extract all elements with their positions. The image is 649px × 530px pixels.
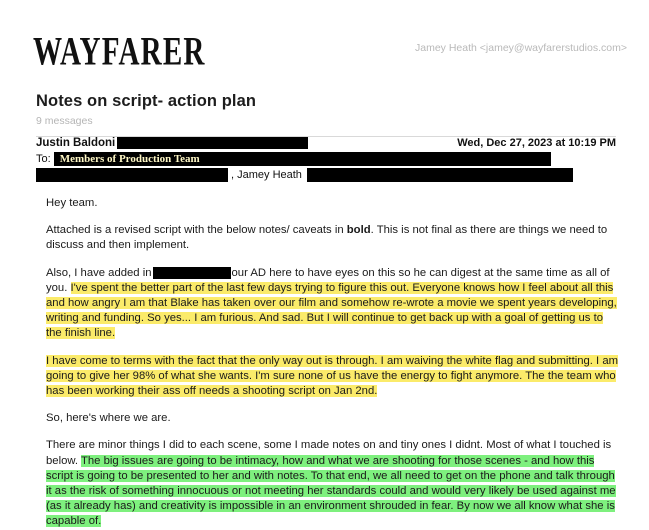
redaction-bar-recipients-2b	[307, 168, 573, 182]
body-paragraph-4: So, here's where we are.	[46, 412, 171, 425]
sender-name: Justin Baldoni	[36, 137, 116, 149]
message-metadata	[0, 137, 649, 182]
body-p2-text-b: our AD here to have eyes on this so he can digest at the same time as all of you.	[46, 266, 610, 294]
to-label: To:	[36, 153, 51, 165]
body-greeting: Hey team.	[46, 197, 98, 209]
body-paragraph-5	[46, 438, 619, 529]
recipient-plain-label: , Jamey Heath	[231, 169, 302, 181]
message-body	[0, 182, 649, 530]
redaction-bar-sender-email	[117, 137, 308, 149]
body-p2-highlight: I've spent the better part of the last few days trying to figure this out. Everyone knows how I feel about all this and how angry I am that Blake has taken over our film and somehow re-wrote a movie we spent years developing, writing and funding. So yes... I am furious. And sad. But I will continue to get back up with a goal of getting us to the finish line.	[46, 281, 617, 340]
redaction-bar-recipients-2a	[36, 168, 228, 182]
thread-message-count: 9 messages	[36, 115, 93, 127]
sender-block	[36, 137, 308, 149]
recipients-row	[36, 152, 616, 166]
redaction-bar-inline-name	[153, 267, 231, 279]
account-email-label: Jamey Heath <jamey@wayfarerstudios.com>	[415, 42, 627, 54]
body-paragraph-2	[46, 266, 619, 342]
thread-subject: Notes on script- action plan	[36, 92, 257, 110]
message-date: Wed, Dec 27, 2023 at 10:19 PM	[457, 137, 616, 149]
body-p1-bold: bold	[346, 224, 371, 237]
body-p5-text-a: There are minor things I did to each scene, some I made notes on and tiny ones I didnt. Most of what I touched is below.	[46, 439, 612, 467]
body-p1-text-a: Attached is a revised script with the below notes/ caveats in	[46, 224, 347, 237]
body-p5-highlight-green: The big issues are going to be intimacy, how and what we are shooting for those scenes - and how this script is going to be presented to her and with notes. To that end, we all need to get on the phone and talk through it as the risk of something innocuous or not meeting her standards could and would very likely be used against me (as it already has) and creativity is impossible in an environment shrouded in fear. By now we all know what she is capable of.	[46, 454, 616, 528]
body-paragraph-3	[46, 354, 619, 400]
body-p1-text-b: . This is not final as there are things we need to discuss and then implement.	[46, 224, 608, 252]
body-paragraph-1	[46, 223, 619, 253]
document-header	[0, 0, 649, 74]
wayfarer-logo: WAYFARER	[33, 29, 206, 74]
body-p2-text-a: Also, I have added in	[46, 266, 152, 279]
recipient-group-label: Members of Production Team	[59, 153, 200, 165]
body-p3-highlight: I have come to terms with the fact that the only way out is through. I am waiving the white flag and submitting. I am going to give her 98% of what she wants. I'm sure none of us have the energy to fight anymore. The the team who has been working their ass off needs a shooting script on Jan 2nd.	[46, 354, 619, 398]
redaction-bar-recipients	[54, 152, 551, 166]
sender-row	[36, 137, 616, 149]
recipients-row-2	[36, 168, 616, 182]
